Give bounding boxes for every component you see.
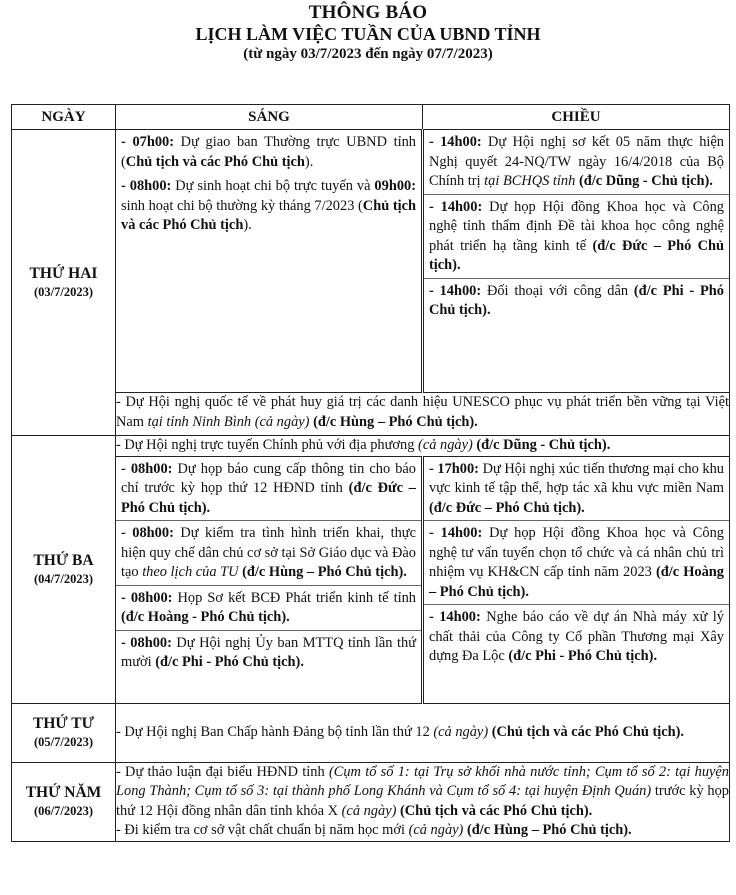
list-item: - 08h00: Dự kiểm tra tình hình triển khai, thực hiện quy chế dân chủ cơ sở tại Sở Giáo dục và Đào tạo theo lịch của TU (đ/c Hùng – Phó Chủ tịch). (116, 520, 421, 585)
list-item: - 17h00: Dự Hội nghị xúc tiến thương mại cho khu vực kinh tế tập thể, hợp tác xã khu vực miền Nam (đ/c Đức – Phó Chủ tịch). (429, 460, 725, 516)
monday-afternoon (423, 130, 730, 393)
day-cell-thursday (12, 762, 116, 841)
day-name: THỨ NĂM (25, 784, 102, 801)
list-item: - Đi kiểm tra cơ sở vật chất chuẩn bị năm học mới (cả ngày) (đ/c Hùng – Phó Chủ tịch). (116, 822, 632, 838)
list-item: - 08h00: Họp Sơ kết BCĐ Phát triển kinh tế tỉnh (đ/c Hoàng - Phó Chủ tịch). (116, 585, 421, 630)
day-date: (03/7/2023) (33, 285, 94, 299)
date-range: (từ ngày 03/7/2023 đến ngày 07/7/2023) (243, 46, 493, 62)
day-cell-monday (12, 130, 116, 436)
schedule-table (11, 104, 730, 842)
wednesday-allday: - Dự Hội nghị Ban Chấp hành Đảng bộ tỉnh lần thứ 12 (cả ngày) (Chủ tịch và các Phó Chủ tịch). (116, 703, 730, 762)
document-header (0, 0, 736, 64)
header-row (12, 105, 730, 130)
tuesday-row (12, 456, 730, 703)
list-item: - 14h00: Dự họp Hội đồng Khoa học và Công nghệ tỉnh thẩm định Đề tài khoa học công nghệ phát triển hạ tầng kinh tế (đ/c Đức – Phó Chủ tịch). (424, 194, 729, 278)
tuesday-afternoon (423, 456, 730, 703)
monday-allday-row (12, 393, 730, 436)
col-afternoon: CHIỀU (423, 105, 730, 130)
list-item: - 14h00: Đối thoại với công dân (đ/c Phi - Phó Chủ tịch). (424, 278, 729, 323)
day-name: THỨ BA (33, 551, 94, 569)
day-name: THỨ TƯ (32, 715, 94, 732)
notice-subtitle: LỊCH LÀM VIỆC TUẦN CỦA UBND TỈNH (195, 24, 541, 44)
thursday-items (116, 762, 730, 841)
list-item: - Dự thảo luận đại biểu HĐND tỉnh (Cụm tổ số 1: tại Trụ sở khối nhà nước tỉnh; Cụm tổ số 2: tại huyện Long Thành; Cụm tổ số 3: tại thành phố Long Khánh và Cụm tổ số 4: tại huyện Định Quán) trước kỳ họp thứ 12 Hội đồng nhân dân tỉnh khóa X (cả ngày) (Chủ tịch và các Phó Chủ tịch). (116, 763, 730, 819)
monday-morning (116, 130, 423, 393)
list-item: - 08h00: Dự Hội nghị Ủy ban MTTQ tỉnh lần thứ mười (đ/c Phi - Phó Chủ tịch). (116, 630, 421, 675)
col-morning: SÁNG (116, 105, 423, 130)
list-item: - 08h00: Dự họp báo cung cấp thông tin cho báo chí trước kỳ họp thứ 12 HĐND tỉnh (đ/c Đức – Phó Chủ tịch). (121, 460, 417, 516)
col-day: NGÀY (12, 105, 116, 130)
day-date: (04/7/2023) (33, 571, 94, 586)
wednesday-row (12, 703, 730, 762)
list-item: - 14h00: Nghe báo cáo về dự án Nhà máy xử lý chất thải của Công ty Cổ phần Thương mại Xây dựng Đa Lộc (đ/c Phi - Phó Chủ tịch). (424, 604, 729, 669)
day-name: THỨ HAI (29, 265, 98, 282)
day-date: (06/7/2023) (33, 804, 94, 818)
list-item: - 07h00: Dự giao ban Thường trực UBND tỉnh (Chủ tịch và các Phó Chủ tịch). (121, 134, 416, 170)
tuesday-allday: - Dự Hội nghị trực tuyến Chính phủ với địa phương (cả ngày) (đ/c Dũng - Chủ tịch). (116, 436, 730, 457)
monday-row (12, 130, 730, 393)
monday-allday: - Dự Hội nghị quốc tế về phát huy giá trị các danh hiệu UNESCO phục vụ phát triển bền vững tại Việt Nam tại tỉnh Ninh Bình (cả ngày) (đ/c Hùng – Phó Chủ tịch). (116, 393, 730, 436)
tuesday-morning (116, 456, 423, 703)
thursday-row (12, 762, 730, 841)
day-cell-wednesday (12, 703, 116, 762)
list-item: - 14h00: Dự Hội nghị sơ kết 05 năm thực hiện Nghị quyết 24-NQ/TW ngày 16/4/2018 của Bộ Chính trị tại BCHQS tỉnh (đ/c Dũng - Chủ tịch). (429, 134, 724, 189)
tuesday-allday-row (12, 436, 730, 457)
day-cell-tuesday (12, 436, 116, 704)
list-item: - 08h00: Dự sinh hoạt chi bộ trực tuyến và 09h00: sinh hoạt chi bộ thường kỳ tháng 7/2023 (Chủ tịch và các Phó Chủ tịch). (121, 178, 416, 233)
list-item: - 14h00: Dự họp Hội đồng Khoa học và Công nghệ tư vấn tuyển chọn tổ chức và cá nhân chủ trì nhiệm vụ KH&CN cấp tỉnh năm 2023 (đ/c Hoàng – Phó Chủ tịch). (424, 520, 729, 604)
day-date: (05/7/2023) (33, 735, 94, 749)
notice-title: THÔNG BÁO (308, 2, 428, 23)
